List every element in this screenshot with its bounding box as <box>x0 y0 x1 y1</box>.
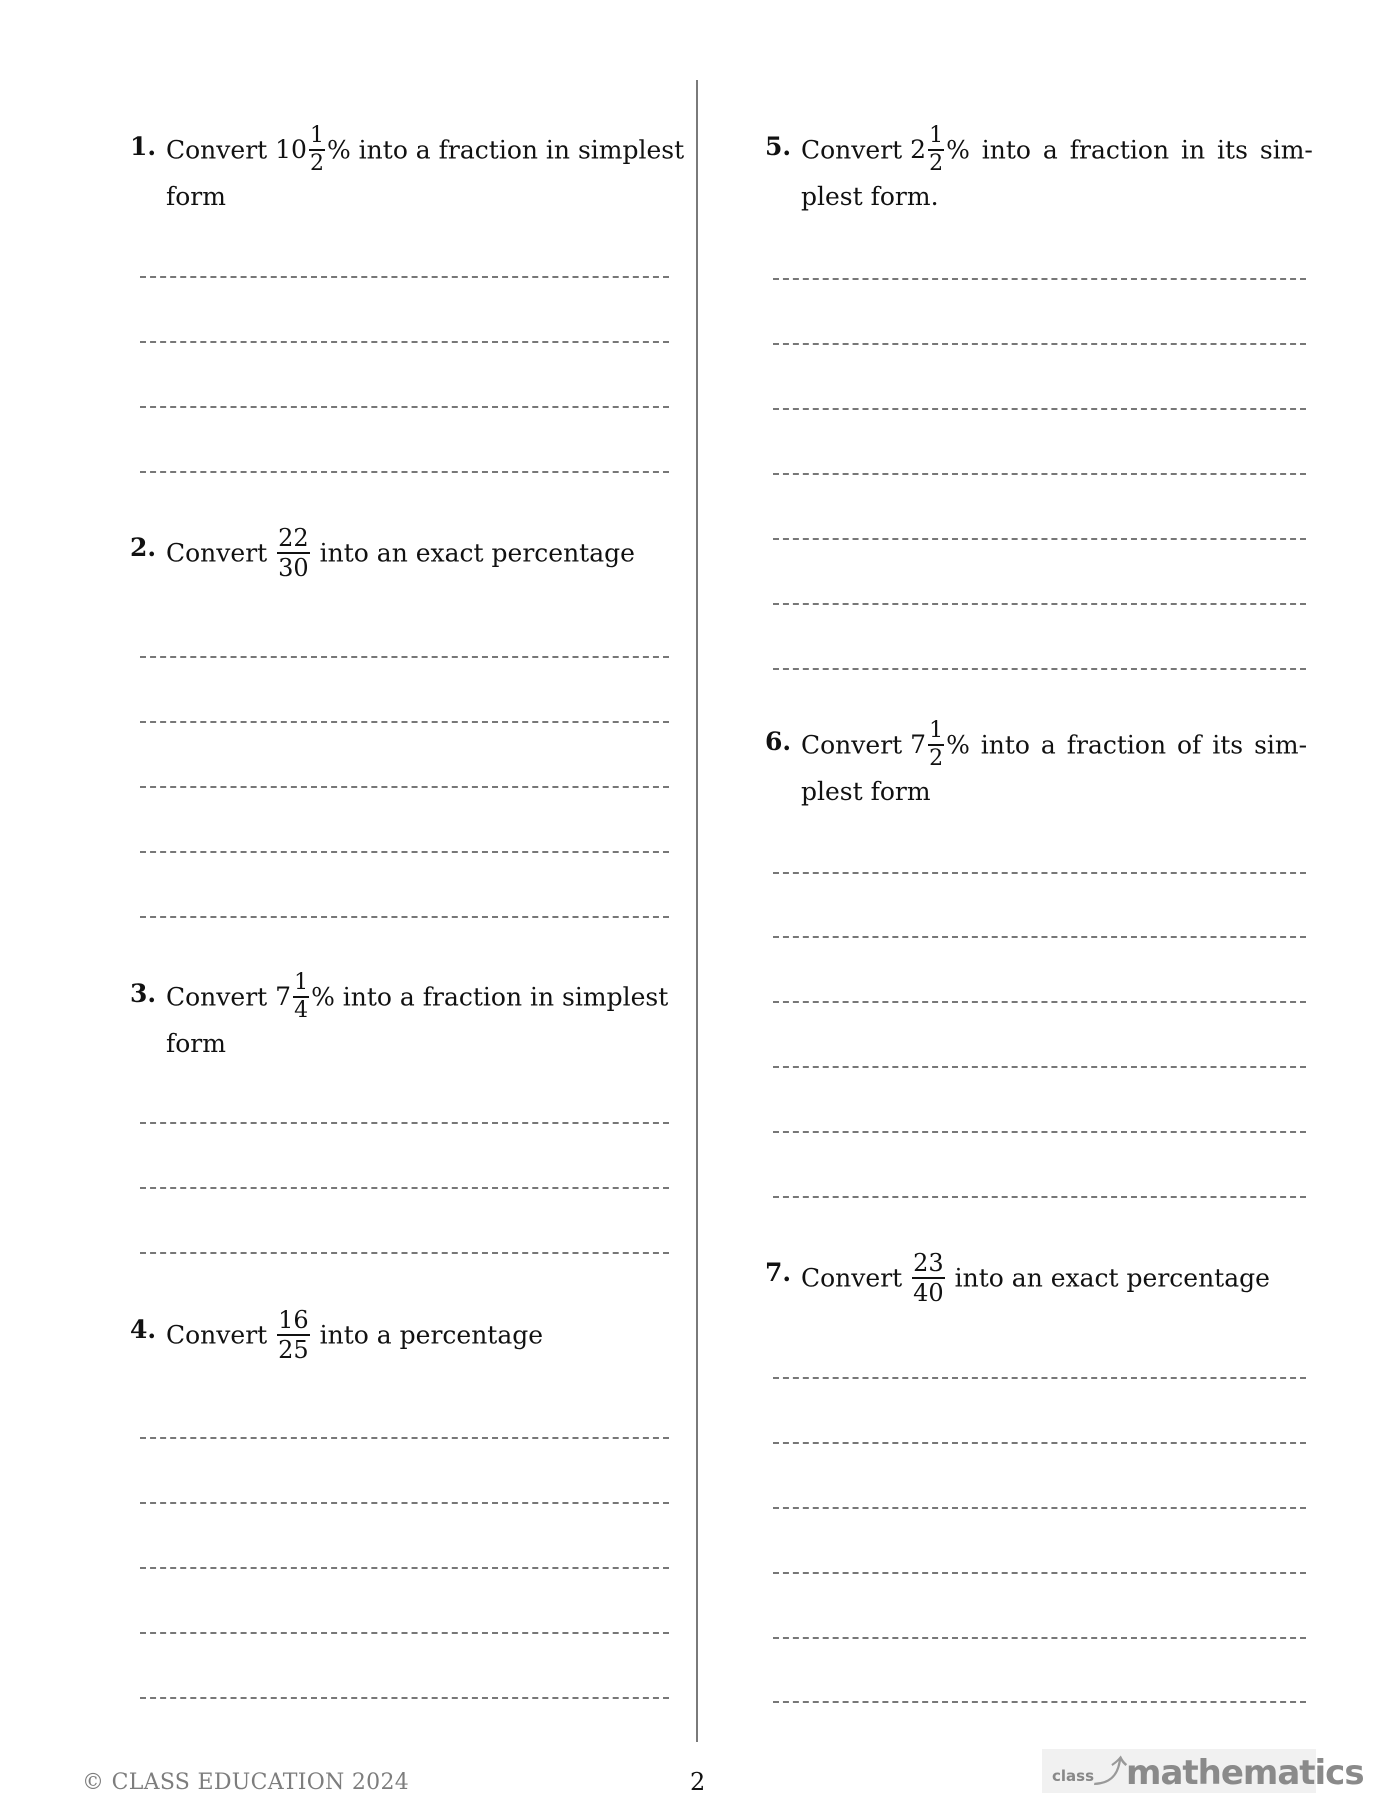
answer-line[interactable] <box>140 851 669 853</box>
answer-line[interactable] <box>773 1507 1306 1509</box>
answer-line[interactable] <box>773 278 1306 280</box>
mixed-number <box>275 123 327 176</box>
question-number: 4. <box>130 1315 157 1344</box>
question-prefix: Convert <box>166 982 276 1012</box>
answer-line[interactable] <box>773 343 1306 345</box>
question-prefix: Convert <box>801 1263 911 1293</box>
mixed-number <box>275 970 311 1023</box>
fraction <box>912 1251 945 1305</box>
answer-line[interactable] <box>773 1637 1306 1639</box>
fraction <box>293 972 309 1022</box>
answer-line[interactable] <box>140 341 669 343</box>
whole-part: 10 <box>275 135 307 165</box>
answer-line[interactable] <box>140 1567 669 1569</box>
denominator: 2 <box>309 150 324 176</box>
fraction <box>277 526 310 580</box>
answer-line[interactable] <box>773 1001 1306 1003</box>
answer-line[interactable] <box>773 1572 1306 1574</box>
question-number: 5. <box>765 132 792 161</box>
numerator: 22 <box>278 524 309 552</box>
mixed-number <box>910 123 946 176</box>
fraction <box>277 1308 310 1362</box>
numerator: 1 <box>929 123 944 148</box>
answer-line[interactable] <box>140 1632 669 1634</box>
question-5 <box>765 123 1313 217</box>
whole-part: 7 <box>910 730 927 760</box>
question-suffix: into an exact percentage <box>946 1263 1270 1293</box>
answer-line[interactable] <box>140 1437 669 1439</box>
whole-part: 2 <box>910 135 927 165</box>
question-2 <box>130 524 635 582</box>
copyright-notice: © CLASS EDUCATION 2024 <box>82 1770 410 1795</box>
question-line2: form <box>166 1028 226 1058</box>
answer-line[interactable] <box>140 786 669 788</box>
question-6 <box>765 718 1308 812</box>
denominator: 2 <box>929 745 944 771</box>
question-prefix: Convert <box>801 135 911 165</box>
question-suffix: into a percentage <box>311 1320 544 1350</box>
denominator: 30 <box>278 553 309 582</box>
answer-line[interactable] <box>773 538 1306 540</box>
answer-line[interactable] <box>773 408 1306 410</box>
question-suffix: % into a fraction in its sim- <box>946 135 1313 165</box>
question-number: 3. <box>130 979 157 1008</box>
fraction <box>309 125 325 175</box>
numerator: 23 <box>913 1249 944 1277</box>
answer-line[interactable] <box>773 1196 1306 1198</box>
answer-line[interactable] <box>773 872 1306 874</box>
answer-line[interactable] <box>140 1122 669 1124</box>
answer-line[interactable] <box>773 668 1306 670</box>
fraction <box>928 125 944 175</box>
denominator: 2 <box>929 150 944 176</box>
numerator: 1 <box>929 718 944 743</box>
logo-mathematics-text: mathematics <box>1126 1753 1364 1793</box>
question-number: 1. <box>130 132 157 161</box>
question-number: 7. <box>765 1258 792 1287</box>
answer-line[interactable] <box>140 656 669 658</box>
numerator: 1 <box>294 970 309 995</box>
numerator: 16 <box>278 1306 309 1334</box>
question-number: 2. <box>130 533 157 562</box>
question-suffix: % into a fraction of its sim- <box>946 730 1308 760</box>
answer-line[interactable] <box>140 721 669 723</box>
answer-line[interactable] <box>773 1377 1306 1379</box>
answer-line[interactable] <box>140 1697 669 1699</box>
page-number: 2 <box>690 1768 706 1796</box>
question-line2: plest form. <box>801 181 939 211</box>
answer-line[interactable] <box>140 276 669 278</box>
question-7 <box>765 1249 1270 1307</box>
class-mathematics-logo <box>1042 1749 1364 1793</box>
answer-line[interactable] <box>140 406 669 408</box>
question-prefix: Convert <box>166 135 276 165</box>
whole-part: 7 <box>275 982 292 1012</box>
question-3 <box>130 970 669 1064</box>
question-suffix: % into a fraction in simplest <box>311 982 669 1012</box>
answer-line[interactable] <box>773 603 1306 605</box>
answer-line[interactable] <box>140 1187 669 1189</box>
logo-class-text: class <box>1052 1767 1095 1785</box>
question-suffix: % into a fraction in simplest <box>326 135 685 165</box>
answer-line[interactable] <box>773 1701 1306 1703</box>
logo-swoosh-icon: ⤴ <box>1092 1755 1129 1790</box>
question-4 <box>130 1306 544 1364</box>
mixed-number <box>910 718 946 771</box>
answer-line[interactable] <box>773 1442 1306 1444</box>
answer-line[interactable] <box>140 916 669 918</box>
denominator: 40 <box>913 1278 944 1307</box>
answer-line[interactable] <box>140 1502 669 1504</box>
question-line2: plest form <box>801 776 931 806</box>
question-prefix: Convert <box>166 538 276 568</box>
answer-line[interactable] <box>140 471 669 473</box>
denominator: 25 <box>278 1335 309 1364</box>
question-prefix: Convert <box>166 1320 276 1350</box>
answer-line[interactable] <box>773 1131 1306 1133</box>
numerator: 1 <box>309 123 324 148</box>
question-prefix: Convert <box>801 730 911 760</box>
question-suffix: into an exact percentage <box>311 538 635 568</box>
fraction <box>928 720 944 770</box>
column-divider <box>696 80 698 1742</box>
answer-line[interactable] <box>140 1252 669 1254</box>
question-1 <box>130 123 685 217</box>
question-line2: form <box>166 181 226 211</box>
answer-line[interactable] <box>773 1066 1306 1068</box>
answer-line[interactable] <box>773 936 1306 938</box>
question-number: 6. <box>765 727 792 756</box>
answer-line[interactable] <box>773 473 1306 475</box>
denominator: 4 <box>294 997 309 1023</box>
